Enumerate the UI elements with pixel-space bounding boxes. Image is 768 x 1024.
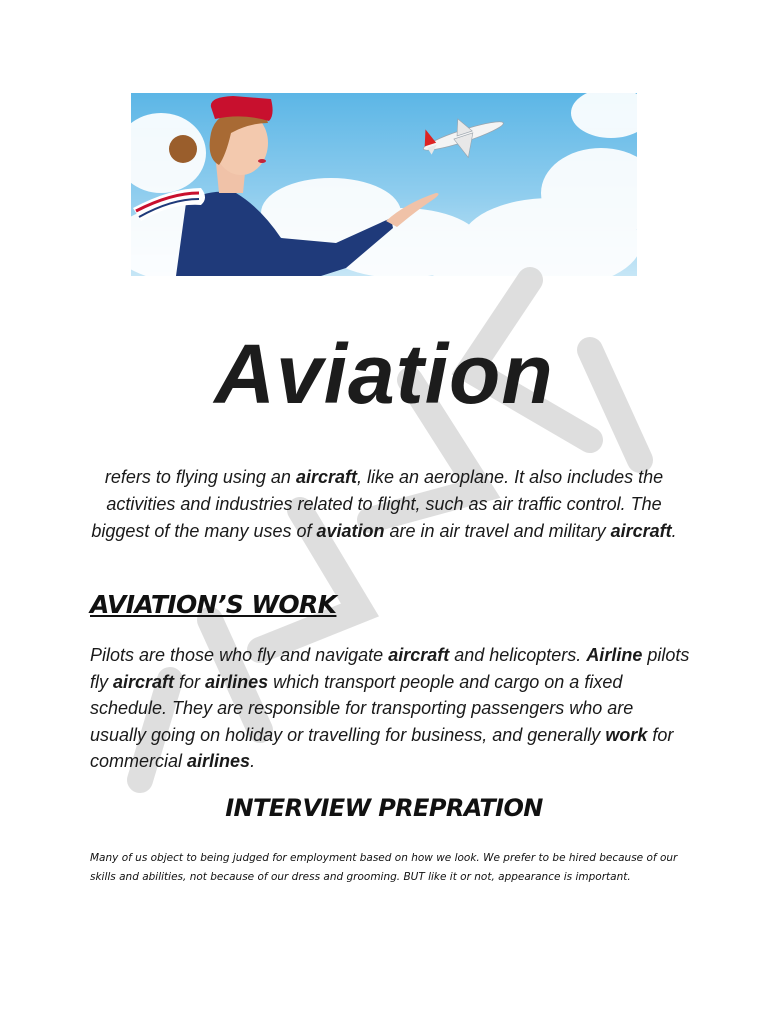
work-bold: work (605, 724, 648, 745)
work-text: which transport people and cargo on a fixed schedule. They are responsible for transporting passengers who are usually going on holiday or travelling for business, and generally (90, 671, 634, 745)
intro-paragraph (86, 464, 682, 545)
intro-bold: aircraft (610, 521, 672, 541)
work-text: for (174, 671, 206, 692)
work-text: and helicopters. (449, 645, 587, 665)
intro-bold: aviation (316, 521, 385, 541)
page-title: Aviation (214, 327, 554, 421)
work-bold: airlines (205, 671, 269, 692)
work-text: Pilots are those who fly and navigate (90, 645, 389, 665)
work-text: . (250, 751, 256, 771)
intro-text: refers to flying using an (104, 467, 296, 487)
section-heading-work: AVIATION’S WORK (90, 590, 337, 619)
intro-text: , like an aeroplane. It also includes the activities and industries related to flight, such as air traffic control. The biggest of the many uses of (91, 467, 664, 541)
work-bold: aircraft (388, 645, 450, 665)
work-text: pilots fly (90, 645, 690, 692)
work-bold: airlines (187, 751, 251, 771)
work-bold: Airline (586, 645, 643, 665)
work-bold: aircraft (113, 671, 175, 692)
interview-paragraph: Many of us object to being judged for employment based on how we look. We prefer to be hired because of our skills and abilities, not because of our dress and grooming. BUT like it or not, appearance is important. (90, 852, 678, 883)
section-heading-interview: INTERVIEW PREPRATION (225, 794, 543, 822)
intro-bold: aircraft (295, 467, 357, 487)
flight-attendant-airplane-icon (131, 93, 637, 276)
hero-image (131, 93, 637, 276)
work-paragraph (90, 642, 690, 775)
intro-text: . (671, 521, 677, 541)
intro-text: are in air travel and military (384, 521, 611, 541)
work-text: for commercial (90, 724, 674, 771)
